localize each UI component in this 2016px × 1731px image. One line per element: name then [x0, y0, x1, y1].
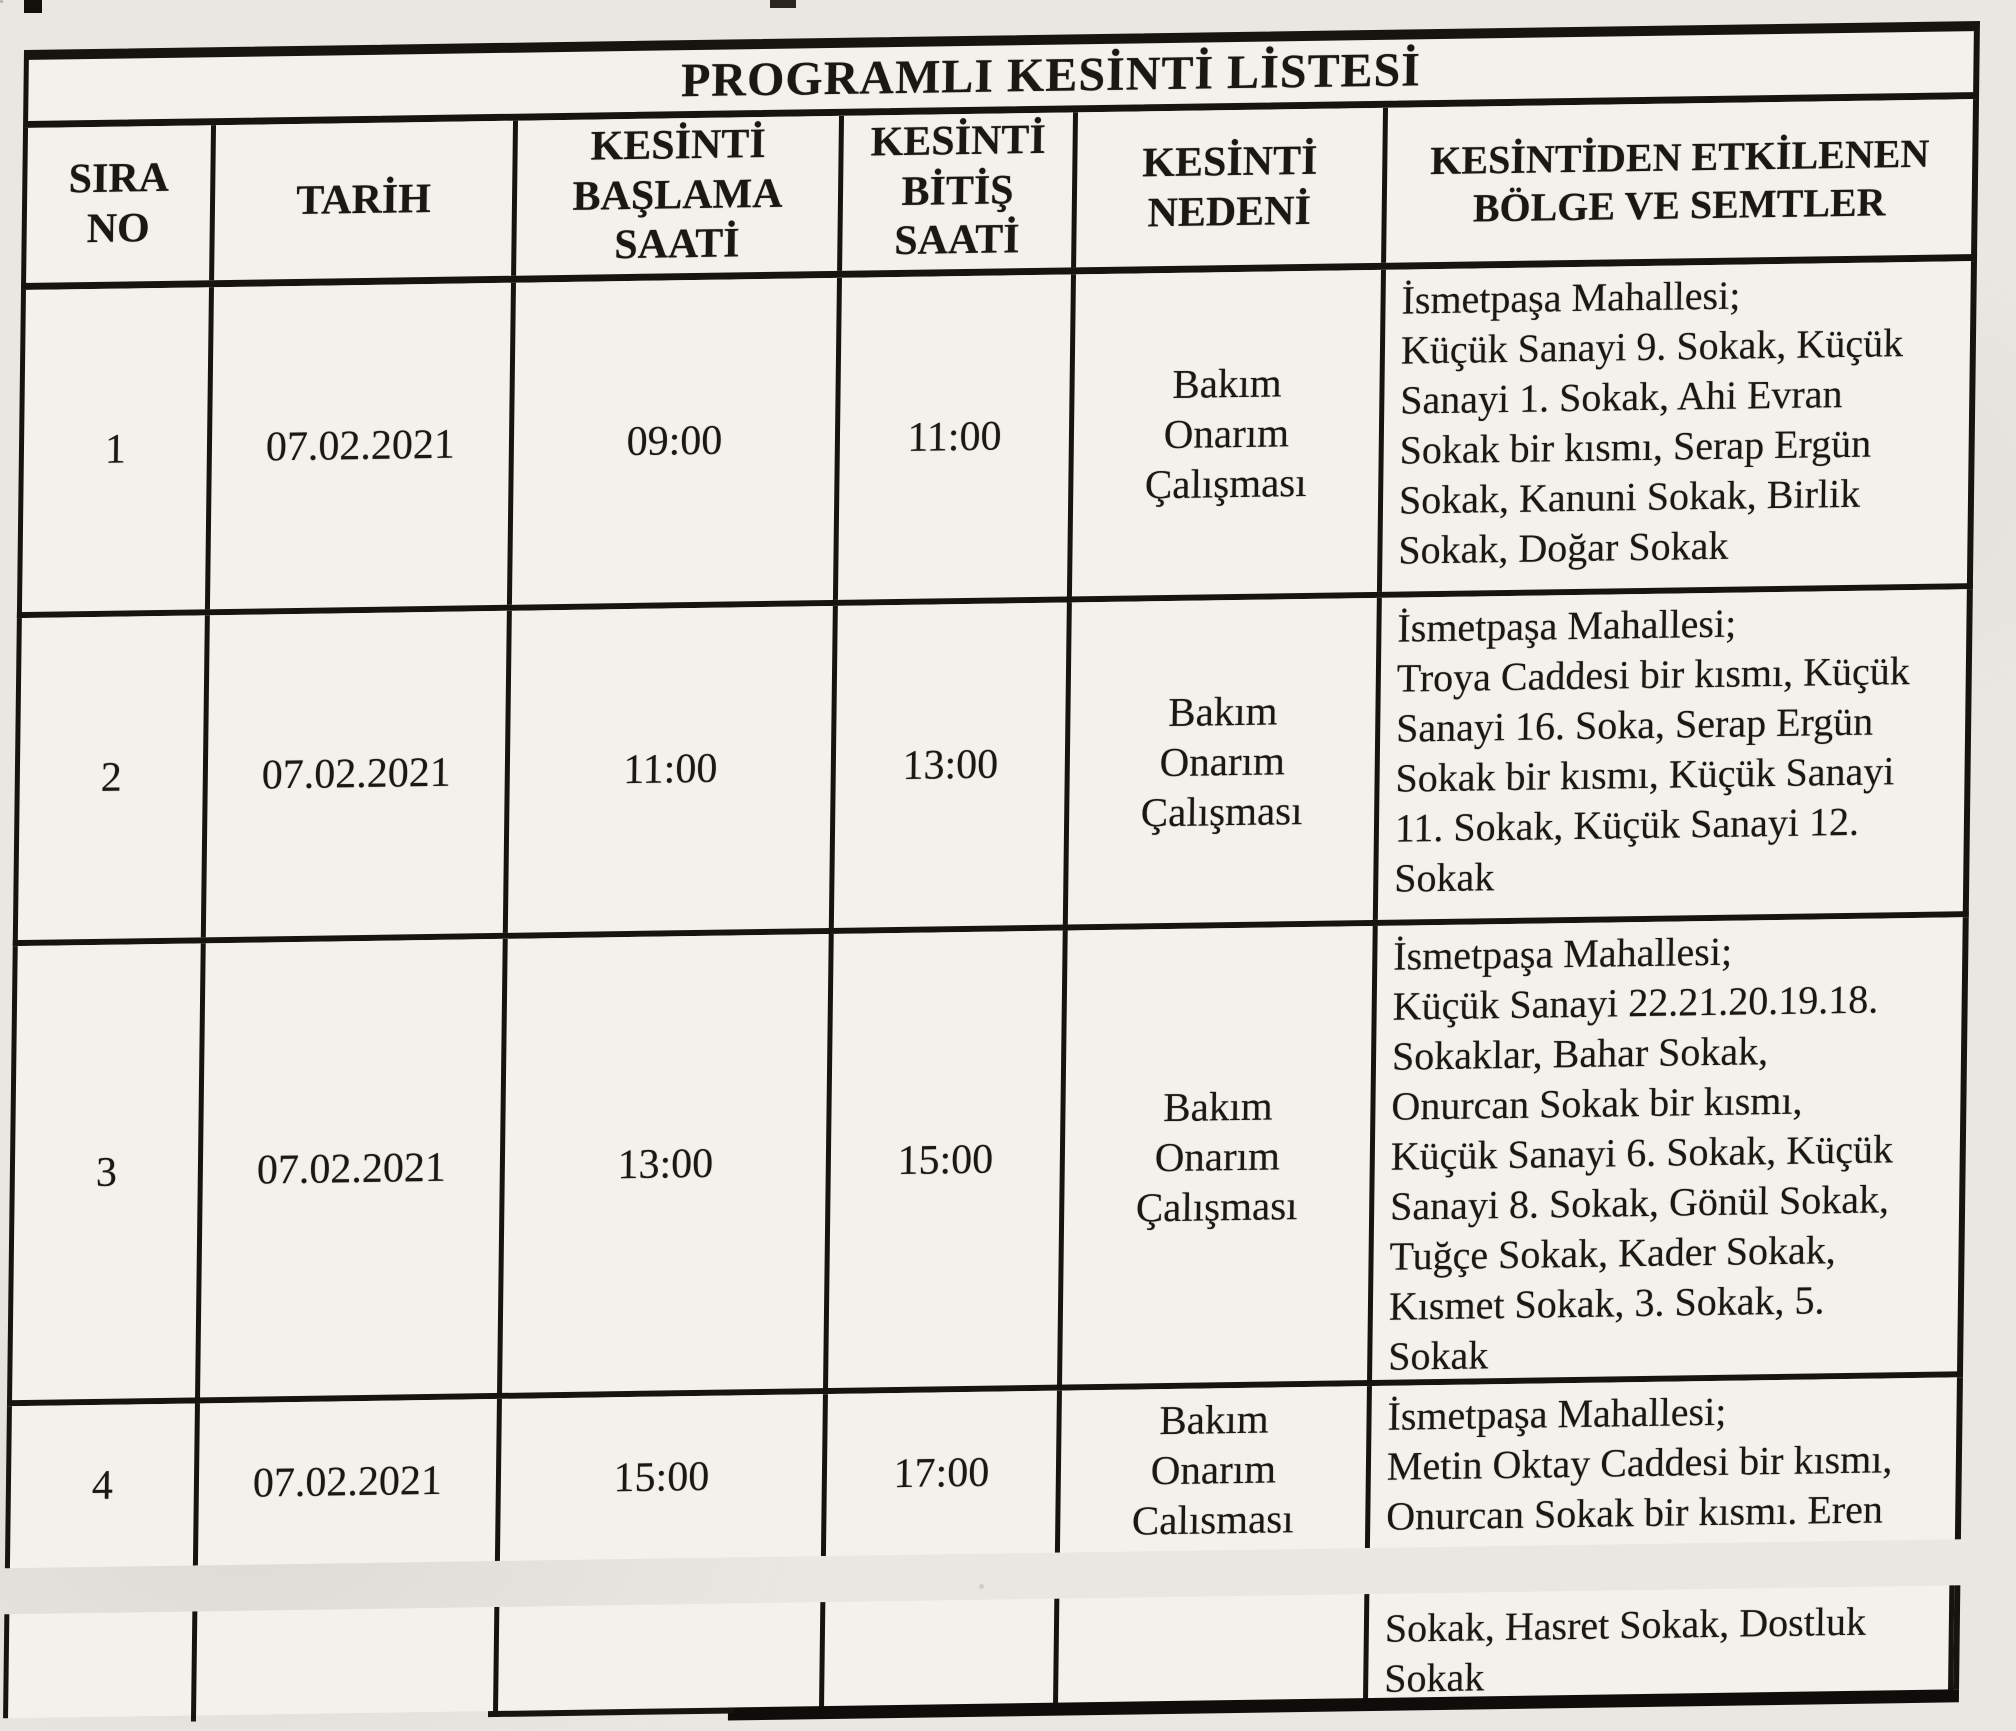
cell-bitis-saati: 17:00	[826, 1391, 1062, 1557]
table-row	[5, 1377, 1963, 1568]
cell-etkilenen-bolge: İsmetpaşa Mahallesi; Troya Caddesi bir kısmı, Küçük Sanayi 16. Soka, Serap Ergün Sokak bir kısmı, Küçük Sanayi 11. Sokak, Küçük Sanayi 12. Sokak	[1394, 600, 1911, 901]
cell-baslama-saati: 15:00	[500, 1394, 828, 1561]
table-row	[13, 589, 1973, 946]
cell-tarih: 07.02.2021	[210, 283, 516, 610]
cell-kesinti-nedeni: Bakım Onarım Calısması	[1060, 1386, 1372, 1553]
cell-tarih: 07.02.2021	[206, 611, 512, 938]
cell-sira-no: 3	[12, 943, 206, 1402]
cell-tarih: 07.02.2021	[198, 1399, 502, 1566]
cell-baslama-saati-empty	[498, 1602, 825, 1717]
scan-noise	[0, 0, 3, 3]
header-kesinti-nedeni: KESİNTİ NEDENİ	[1076, 108, 1388, 268]
cell-bitis-saati: 15:00	[828, 931, 1068, 1391]
header-kesinti-baslama-saati: KESİNTİ BAŞLAMA SAATİ	[516, 116, 844, 276]
cell-baslama-saati: 13:00	[502, 934, 834, 1395]
cell-bitis-saati: 13:00	[834, 602, 1072, 928]
cell-etkilenen-bolge: İsmetpaşa Mahallesi; Küçük Sanayi 9. Sokak, Küçük Sanayi 1. Sokak, Ahi Evran Sokak bir kısmı, Serap Ergün Sokak, Kanuni Sokak, Birlik Sokak, Doğar Sokak	[1398, 272, 1904, 573]
table-row	[17, 261, 1977, 618]
cell-etkilenen-bolge: İsmetpaşa Mahallesi; Metin Oktay Caddesi bir kısmı, Onurcan Sokak bir kısmı. Eren	[1386, 1388, 1893, 1539]
cell-baslama-saati: 11:00	[508, 606, 838, 933]
cell-bitis-saati-empty	[824, 1599, 1059, 1712]
scan-artifact-mark	[770, 0, 796, 8]
cell-kesinti-nedeni: Bakım Onarım Çalışması	[1068, 598, 1382, 925]
cell-tarih-empty	[196, 1607, 499, 1722]
scan-artifact-mark	[24, 0, 42, 13]
cell-sira-no-empty	[8, 1611, 197, 1724]
header-sira-no: SIRA NO	[26, 125, 216, 283]
header-kesinti-bitis-saati: KESİNTİ BİTİŞ SAATİ	[842, 112, 1078, 271]
cell-sira-no: 1	[22, 287, 214, 612]
table-title: PROGRAMLI KESİNTİ LİSTESİ	[680, 43, 1422, 108]
header-etkilenen-bolge: KESİNTİDEN ETKİLENEN BÖLGE VE SEMTLER	[1430, 131, 1930, 231]
cell-sira-no: 4	[10, 1403, 200, 1568]
cell-baslama-saati: 09:00	[512, 278, 842, 605]
table-row	[7, 917, 1969, 1406]
cell-kesinti-nedeni: Bakım Onarım Çalışması	[1072, 270, 1386, 597]
cell-bitis-saati: 11:00	[838, 274, 1076, 600]
cell-etkilenen-bolge: İsmetpaşa Mahallesi; Küçük Sanayi 22.21.20.19.18. Sokaklar, Bahar Sokak, Onurcan Sokak bir kısmı, Küçük Sanayi 6. Sokak, Küçük Sanayi 8. Sokak, Gönül Sokak, Tuğçe Sokak, Kader Sokak, Kısmet Sokak, 3. Sokak, 5. Sokak	[1388, 928, 1894, 1379]
cell-kesinti-nedeni-empty	[1058, 1594, 1369, 1709]
cell-kesinti-nedeni: Bakım Onarım Çalışması	[1062, 926, 1378, 1387]
cell-tarih: 07.02.2021	[200, 939, 508, 1400]
cell-sira-no: 2	[18, 615, 210, 940]
cell-etkilenen-bolge-continuation: Sokak, Hasret Sokak, Dostluk Sokak	[1368, 1585, 1954, 1704]
outage-schedule-table	[3, 21, 1980, 1718]
header-tarih: TARİH	[214, 121, 518, 281]
table-header-row	[21, 99, 1979, 290]
